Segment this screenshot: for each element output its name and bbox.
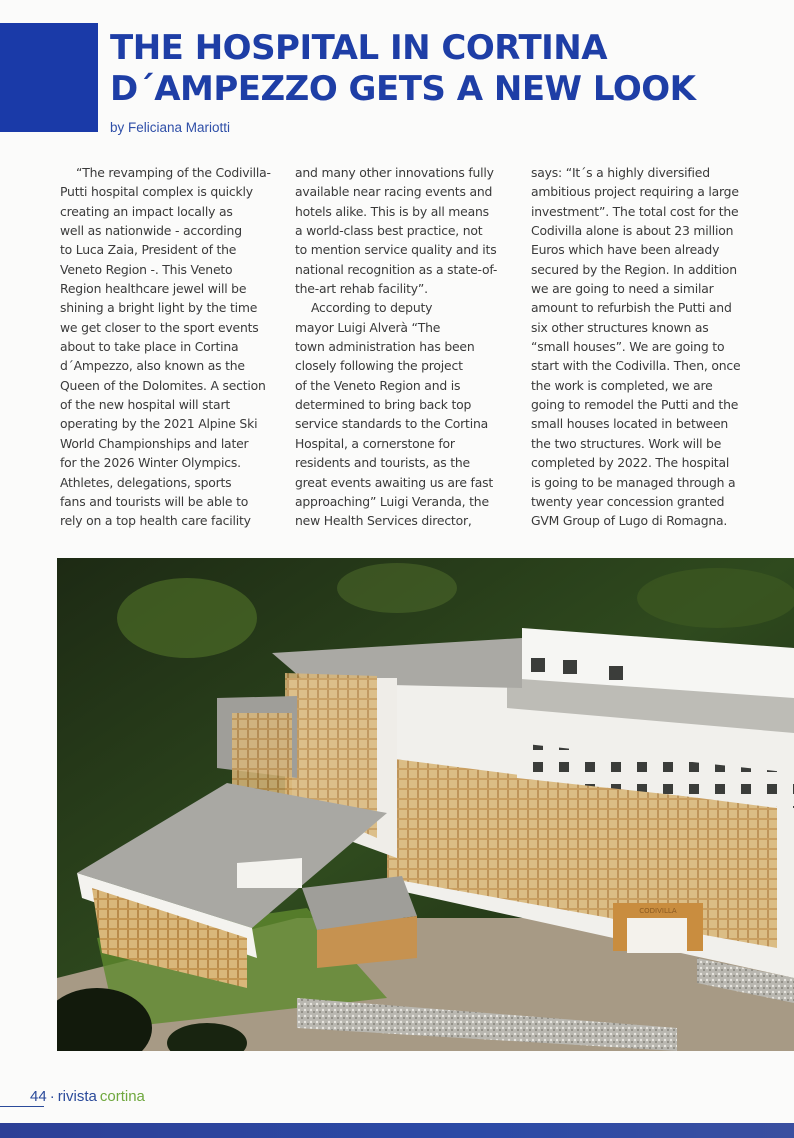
publication-name-part2: cortina bbox=[99, 1088, 145, 1105]
page-footer bbox=[30, 1088, 145, 1105]
publication-name-part1: rivista bbox=[57, 1088, 97, 1105]
paragraph: “The revamping of the Codivilla- Putti hospital complex is quickly creating an impact locally as well as nationwide - according to Luca Zaia, President of the Veneto Region -. This Veneto Region healthcare jewel will be shining a bright light by the time we get closer to the sport events about to take place in Cortina d´Ampezzo, also known as the Queen of the Dolomites. A section of the new hospital will start operating by the 2021 Alpine Ski World Championships and later for the 2026 Winter Olympics. Athletes, delegations, sports fans and tourists will be able to rely on a top health care facility bbox=[60, 165, 271, 529]
title-line-2: D´AMPEZZO GETS A NEW LOOK bbox=[110, 69, 696, 109]
byline: by Feliciana Mariotti bbox=[110, 120, 231, 135]
text-column-1 bbox=[60, 163, 276, 531]
entrance-sign: CODIVILLA bbox=[639, 907, 677, 915]
paragraph: says: “It´s a highly diversified ambitious project requiring a large investment”. The total cost for the Codivilla alone is about 23 million Euros which have been already secured by the Region. In addition we are going to need a similar amount to refurbish the Putti and six other structures known as “small houses”. We are going to start with the Codivilla. Then, once the work is completed, we are going to remodel the Putti and the small houses located in between the two structures. Work will be completed by 2022. The hospital is going to be managed through a twenty year concession granted GVM Group of Lugo di Romagna. bbox=[531, 165, 741, 529]
footer-separator: · bbox=[49, 1088, 55, 1105]
article-title bbox=[110, 28, 696, 110]
paragraph: and many other innovations fully available near racing events and hotels alike. This is by all means a world-class best practice, not to mention service quality and its national recognition as a state-of- the-art rehab facility”. bbox=[295, 165, 498, 297]
text-column-3 bbox=[531, 163, 761, 531]
sunlit-clearing bbox=[117, 578, 257, 658]
footer-rule bbox=[0, 1106, 44, 1107]
text-column-2 bbox=[295, 163, 513, 531]
page-number: 44 bbox=[30, 1088, 47, 1105]
bottom-color-band bbox=[0, 1123, 794, 1138]
hospital-rendering-illustration bbox=[57, 558, 794, 1051]
title-line-1: THE HOSPITAL IN CORTINA bbox=[110, 28, 608, 68]
hospital-rendering-photo bbox=[57, 558, 794, 1051]
paragraph: According to deputy mayor Luigi Alverà “The town administration has been closely following the project of the Veneto Region and is determined to bring back top service standards to the Cortina Hospital, a cornerstone for residents and tourists, as the great events awaiting us are fast approaching” Luigi Veranda, the new Health Services director, bbox=[295, 300, 493, 529]
title-accent-block bbox=[0, 23, 98, 132]
